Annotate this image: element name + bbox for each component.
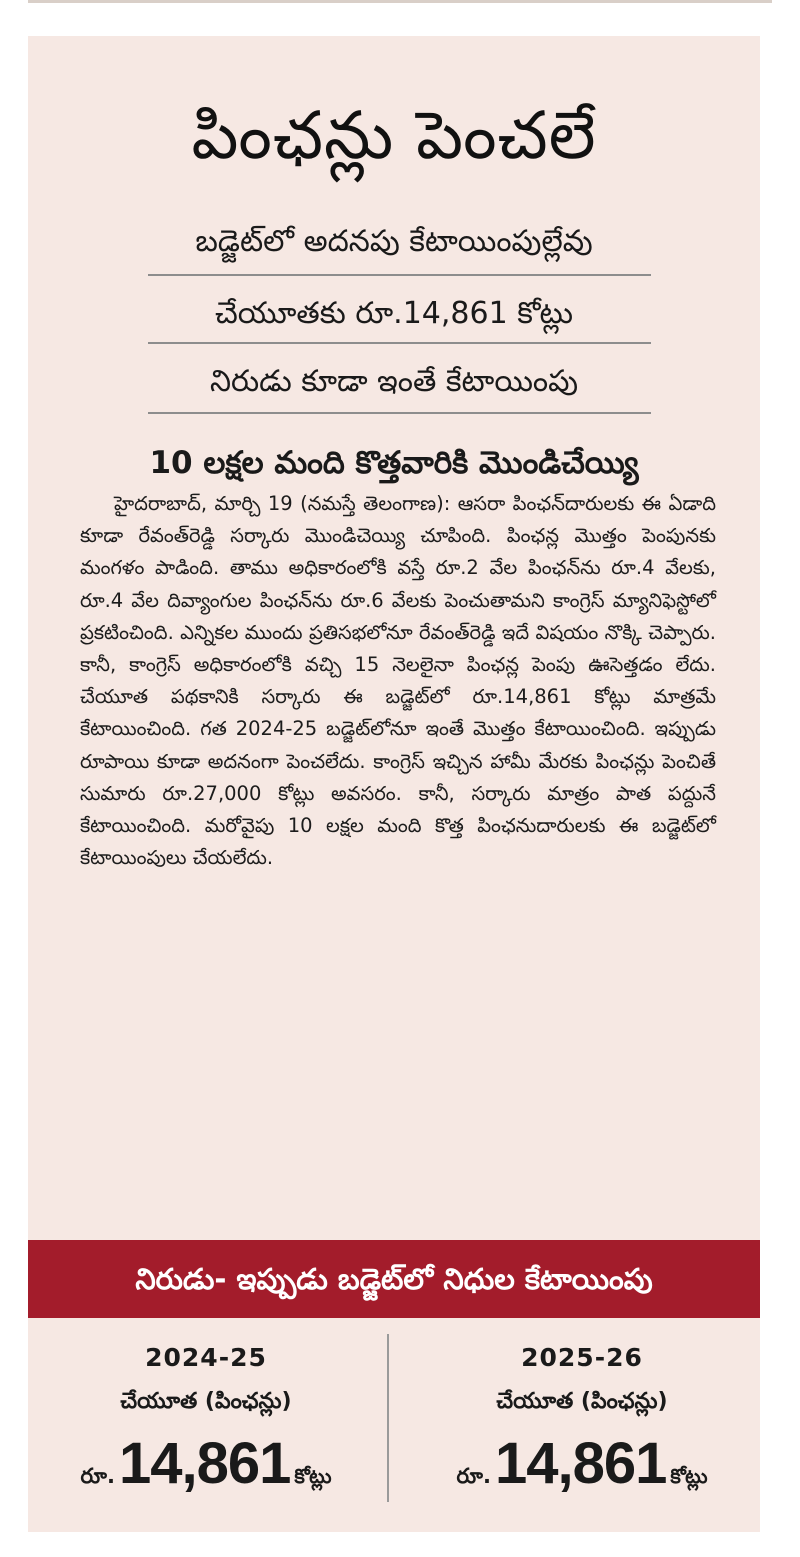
subheading-1: బడ్జెట్‌లో అదనపు కేటాయింపుల్లేవు <box>195 224 593 259</box>
subheading-3: నిరుడు కూడా ఇంతే కేటాయింపు <box>209 364 579 399</box>
comparison-banner: నిరుడు- ఇప్పుడు బడ్జెట్‌లో నిధుల కేటాయింపు <box>28 1240 760 1318</box>
column-divider <box>387 1334 389 1502</box>
year-label: 2025-26 <box>521 1343 643 1372</box>
subheading-divider-3 <box>148 412 651 414</box>
allocation-amount <box>28 1424 384 1518</box>
currency-label: రూ. <box>80 1464 115 1488</box>
amount-value: 14,861 <box>494 1431 667 1496</box>
comparison-column-2025-26 <box>404 1336 760 1518</box>
headline: పింఛన్లు పెంచలే <box>191 97 597 174</box>
top-rule <box>28 0 772 3</box>
amount-unit: కోట్లు <box>670 1464 708 1488</box>
allocation-amount <box>404 1424 760 1518</box>
amount-unit: కోట్లు <box>294 1464 332 1488</box>
comparison-column-2024-25 <box>28 1336 384 1518</box>
currency-label: రూ. <box>456 1464 491 1488</box>
article-body: హైదరాబాద్‌, మార్చి 19 (నమస్తే తెలంగాణ): ఆసరా పింఛన్‌దారులకు ఈ ఏడాది కూడా రేవంత్‌రెడ్డి సర్కారు మొండిచెయ్యి చూపింది. పింఛన్ల మొత్తం పెంపునకు మంగళం పాడింది. తాము అధికారంలోకి వస్తే రూ.2 వేల పింఛన్‌ను రూ.4 వేలకు, రూ.4 వేల దివ్యాంగుల పింఛన్‌ను రూ.6 వేలకు పెంచుతామని కాంగ్రెస్‌ మ్యానిఫెస్టోలో ప్రకటించింది. ఎన్నికల ముందు ప్రతిసభలోనూ రేవంత్‌రెడ్డి ఇదే విషయం నొక్కి చెప్పారు. కానీ, కాంగ్రెస్‌ అధికారంలోకి వచ్చి 15 నెలలైనా పింఛన్ల పెంపు ఊసెత్తడం లేదు. చేయూత పథకానికి సర్కారు ఈ బడ్జెట్‌లో రూ.14,861 కోట్లు మాత్రమే కేటాయించింది. గత 2024-25 బడ్జెట్‌లోనూ ఇంతే మొత్తం కేటాయించింది. ఇప్పుడు రూపాయి కూడా అదనంగా పెంచలేదు. కాంగ్రెస్‌ ఇచ్చిన హామీ మేరకు పింఛన్లు పెంచితే సుమారు రూ.27,000 కోట్లు అవసరం. కానీ, సర్కారు మాత్రం పాత పద్దునే కేటాయించింది. మరోవైపు 10 లక్షల మంది కొత్త పింఛనుదారులకు ఈ బడ్జెట్‌లో కేటాయింపులు చేయలేదు. <box>80 492 716 870</box>
year-label: 2024-25 <box>145 1343 267 1372</box>
article-panel <box>28 36 760 1532</box>
scheme-label: చేయూత (పింఛన్లు) <box>496 1389 668 1414</box>
amount-value: 14,861 <box>118 1431 291 1496</box>
scheme-label: చేయూత (పింఛన్లు) <box>120 1389 292 1414</box>
subheading-divider-1 <box>148 274 651 276</box>
subheading-divider-2 <box>148 342 651 344</box>
subheading-2: చేయూతకు రూ.14,861 కోట్లు <box>215 296 573 331</box>
subheading-4: 10 లక్షల మంది కొత్తవారికి మొండిచేయ్యి <box>149 445 639 481</box>
